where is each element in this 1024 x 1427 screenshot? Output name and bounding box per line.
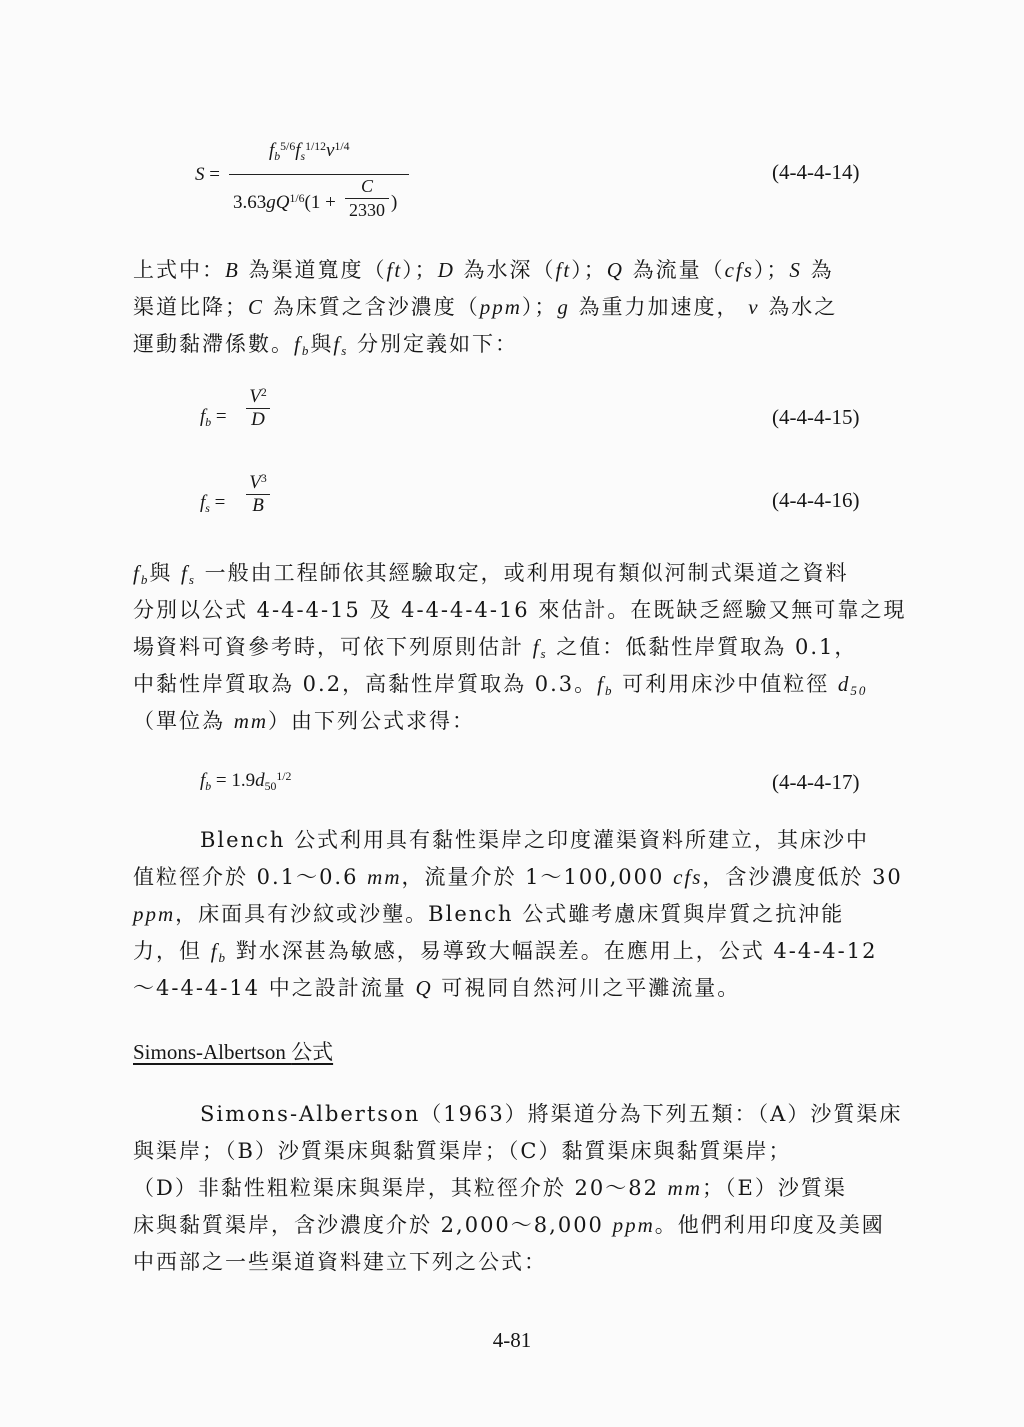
para3-line-5: ～4-4-4-14 中之設計流量 Q 可視同自然河川之平灘流量。 (133, 976, 741, 1000)
para3-line-1: Blench 公式利用具有黏性渠岸之印度灌渠資料所建立，其床沙中 (200, 828, 870, 852)
eq14-inner-fraction: C 2330 (345, 176, 389, 221)
equation-number-15: (4-4-4-15) (772, 405, 860, 429)
paragraph-variable-definitions (133, 252, 908, 363)
eq14-fraction-bar (229, 174, 409, 175)
para2-line-4: 中黏性岸質取為 0.2，高黏性岸質取為 0.3。$f_b$ 可利用床沙中值粒徑 $d_{50}$ (133, 672, 868, 698)
para2-line-1: $f_b$與 $f_s$ 一般由工程師依其經驗取定，或利用現有類似河制式渠道之資料 (133, 561, 849, 587)
paragraph-simons-albertson (133, 1096, 908, 1281)
section-heading-simons-albertson: Simons-Albertson 公式 (133, 1040, 334, 1064)
para1-line-1: 上式中：B 為渠道寬度（ft）；D 為水深（ft）；Q 為流量（cfs）；S 為 (133, 258, 834, 282)
para3-line-2: 值粒徑介於 0.1～0.6 mm，流量介於 1～100,000 cfs，含沙濃度低於 30 (133, 865, 903, 889)
equation-4-4-4-14 (195, 140, 455, 230)
para1-line-3: 運動黏滯係數。$f_b$與$f_s$ 分別定義如下： (133, 332, 518, 358)
equation-4-4-4-15: $f_b$ = $V^2$ D (200, 386, 290, 446)
equation-number-16: (4-4-4-16) (772, 488, 860, 512)
para4-line-2: 與渠岸；（B）沙質渠床與黏質渠岸；（C）黏質渠床與黏質渠岸； (133, 1139, 792, 1163)
paragraph-blench-formula (133, 822, 908, 1007)
page-number: 4-81 (492, 1328, 532, 1352)
equation-number-17: (4-4-4-17) (772, 770, 860, 794)
para3-line-4: 力，但 $f_b$ 對水深甚為敏感，易導致大幅誤差。在應用上，公式 4-4-4-12 (133, 939, 878, 965)
paragraph-fb-fs-estimation (133, 555, 908, 740)
eq14-lhs: S = (195, 164, 220, 185)
para1-line-2: 渠道比降；C 為床質之含沙濃度（ppm）；g 為重力加速度， ν 為水之 (133, 295, 838, 319)
equation-number-14: (4-4-4-14) (772, 160, 860, 184)
eq14-denominator: $3.63gQ^{1/6}(1$ + (233, 191, 336, 213)
equation-4-4-4-17: $f_b = 1.9d_{50}^{1/2}$ (200, 769, 292, 793)
eq14-numerator: $f_b^{5/6}f_s^{1/12}\nu^{1/4}$ (269, 139, 350, 163)
para3-line-3: ppm，床面具有沙紋或沙壟。Blench 公式雖考慮床質與岸質之抗沖能 (133, 902, 845, 926)
para4-line-3: （D）非黏性粗粒渠床與渠岸，其粒徑介於 20～82 mm；（E）沙質渠 (133, 1176, 847, 1200)
para4-line-1: Simons-Albertson（1963）將渠道分為下列五類：（A）沙質渠床 (200, 1102, 903, 1126)
para4-line-5: 中西部之一些渠道資料建立下列之公式： (133, 1250, 547, 1274)
para2-line-5: （單位為 mm）由下列公式求得： (133, 709, 476, 733)
equation-4-4-4-16: $f_s$ = $V^3$ B (200, 472, 290, 532)
para2-line-3: 場資料可資參考時，可依下列原則估計 $f_s$ 之值：低黏性岸質取為 0.1， (133, 635, 858, 661)
para4-line-4: 床與黏質渠岸，含沙濃度介於 2,000～8,000 ppm。他們利用印度及美國 (133, 1213, 885, 1237)
para2-line-2: 分別以公式 4-4-4-15 及 4-4-4-4-16 來估計。在既缺乏經驗又無可靠之現 (133, 598, 907, 622)
eq14-close-paren: ) (391, 192, 398, 213)
